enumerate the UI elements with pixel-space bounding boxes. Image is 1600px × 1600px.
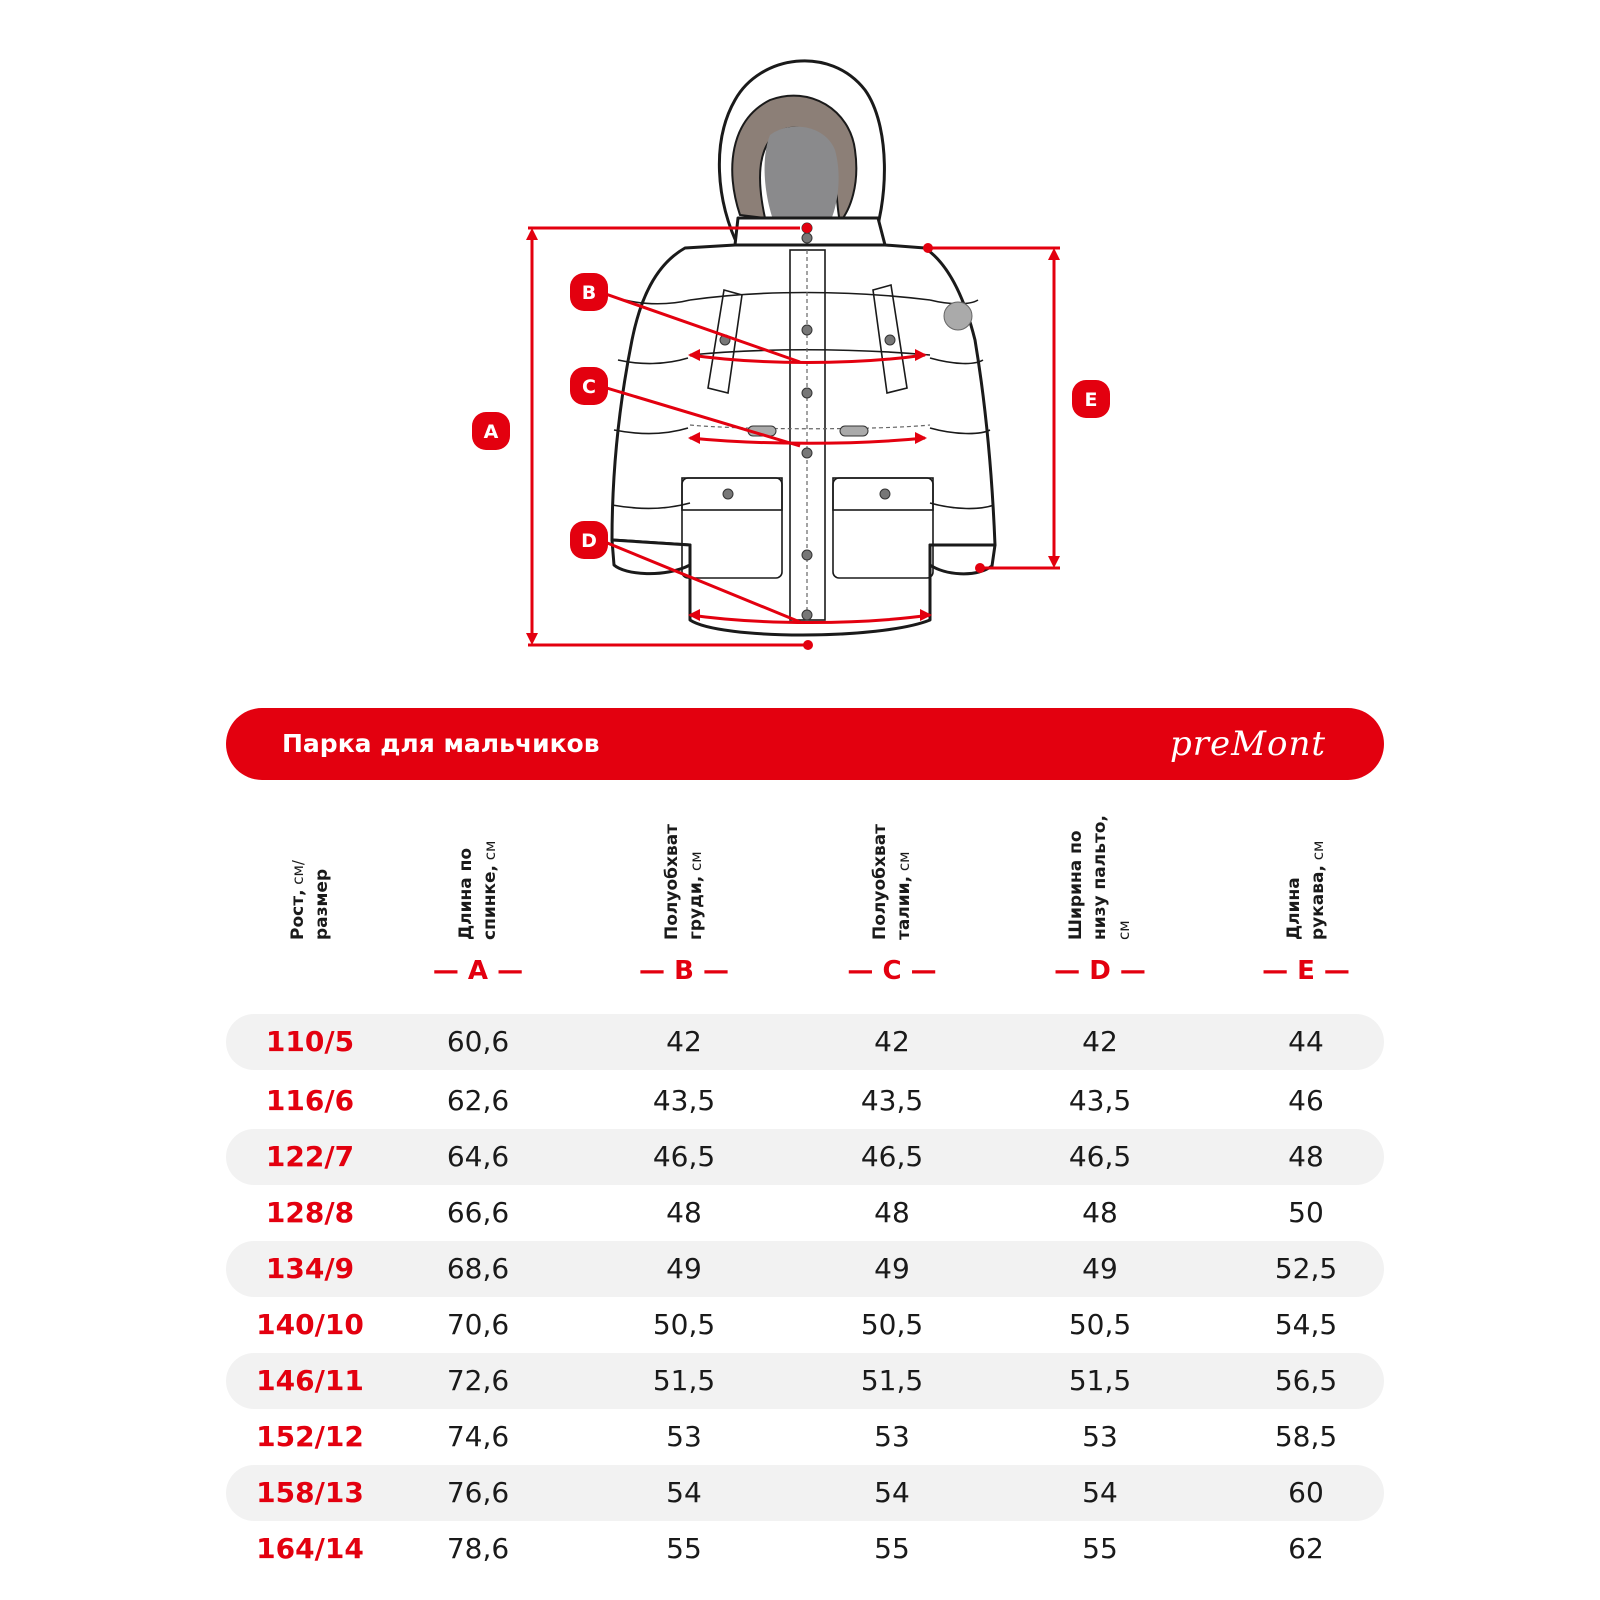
value-cell: 43,5 (860, 1084, 924, 1117)
size-cell: 152/12 (256, 1420, 364, 1453)
table-row (226, 1073, 1384, 1129)
column-header (448, 810, 508, 940)
value-cell: 46 (1288, 1084, 1324, 1117)
left-cuff (612, 540, 690, 574)
size-cell: 110/5 (265, 1025, 355, 1058)
column-letter: — D — (1054, 956, 1146, 986)
marker-d (570, 521, 608, 559)
size-cell: 128/8 (265, 1196, 355, 1229)
svg-text:E: E (1084, 389, 1098, 411)
page-title: Парка для мальчиков (282, 729, 600, 758)
value-cell: 51,5 (652, 1364, 716, 1397)
hood-inner (765, 127, 839, 225)
value-cell: 76,6 (446, 1476, 510, 1509)
value-cell: 53 (874, 1420, 910, 1453)
column-header (1276, 810, 1336, 940)
value-cell: 70,6 (446, 1308, 510, 1341)
value-cell: 78,6 (446, 1532, 510, 1565)
column-header-label: Длина рукава, см (1284, 840, 1328, 940)
value-cell: 46,5 (860, 1140, 924, 1173)
value-cell: 62 (1288, 1532, 1324, 1565)
table-row (226, 1297, 1384, 1353)
svg-text:D: D (581, 530, 597, 552)
column-letter: — B — (639, 956, 729, 986)
value-cell: 50,5 (652, 1308, 716, 1341)
value-cell: 49 (666, 1252, 702, 1285)
column-letter: — C — (847, 956, 937, 986)
value-cell: 64,6 (446, 1140, 510, 1173)
column-header-label: Длина по спинке, см (456, 840, 500, 940)
marker-c (570, 367, 608, 405)
value-cell: 54,5 (1274, 1308, 1338, 1341)
table-row (226, 1129, 1384, 1185)
column-header-label: Рост, см/ размер (288, 860, 332, 940)
value-cell: 60,6 (446, 1025, 510, 1058)
value-cell: 51,5 (1068, 1364, 1132, 1397)
column-header (862, 810, 922, 940)
size-cell: 158/13 (256, 1476, 364, 1509)
brand-logo: preMont (1170, 724, 1326, 764)
table-row (226, 1241, 1384, 1297)
table-row (226, 1465, 1384, 1521)
column-header (1066, 810, 1133, 940)
value-cell: 53 (666, 1420, 702, 1453)
marker-b (570, 273, 608, 311)
value-cell: 55 (874, 1532, 910, 1565)
value-cell: 48 (1082, 1196, 1118, 1229)
size-cell: 122/7 (265, 1140, 355, 1173)
value-cell: 56,5 (1274, 1364, 1338, 1397)
marker-a (472, 412, 510, 450)
value-cell: 58,5 (1274, 1420, 1338, 1453)
value-cell: 60 (1288, 1476, 1324, 1509)
marker-e (1072, 380, 1110, 418)
column-letter: — E — (1262, 956, 1350, 986)
value-cell: 49 (1082, 1252, 1118, 1285)
size-cell: 134/9 (265, 1252, 355, 1285)
table-row (226, 1185, 1384, 1241)
value-cell: 50,5 (1068, 1308, 1132, 1341)
value-cell: 55 (666, 1532, 702, 1565)
value-cell: 44 (1288, 1025, 1324, 1058)
svg-text:A: A (483, 421, 499, 443)
value-cell: 52,5 (1274, 1252, 1338, 1285)
column-header-label: Полуобхват талии, см (870, 823, 914, 940)
column-header-label: Полуобхват груди, см (662, 823, 706, 940)
value-cell: 48 (666, 1196, 702, 1229)
sleeve-badge-icon (944, 302, 972, 330)
value-cell: 42 (666, 1025, 702, 1058)
value-cell: 54 (666, 1476, 702, 1509)
value-cell: 49 (874, 1252, 910, 1285)
table-row (226, 1521, 1384, 1577)
value-cell: 74,6 (446, 1420, 510, 1453)
value-cell: 46,5 (1068, 1140, 1132, 1173)
table-row (226, 1014, 1384, 1070)
parka-measurement-diagram (0, 0, 1600, 680)
svg-text:B: B (581, 282, 597, 304)
value-cell: 54 (1082, 1476, 1118, 1509)
value-cell: 72,6 (446, 1364, 510, 1397)
value-cell: 66,6 (446, 1196, 510, 1229)
size-cell: 164/14 (256, 1532, 364, 1565)
size-cell: 146/11 (256, 1364, 364, 1397)
svg-text:C: C (582, 376, 596, 398)
table-row (226, 1409, 1384, 1465)
value-cell: 46,5 (652, 1140, 716, 1173)
value-cell: 50 (1288, 1196, 1324, 1229)
column-header (280, 810, 340, 940)
value-cell: 43,5 (1068, 1084, 1132, 1117)
value-cell: 42 (1082, 1025, 1118, 1058)
value-cell: 51,5 (860, 1364, 924, 1397)
size-cell: 140/10 (256, 1308, 364, 1341)
table-row (226, 1353, 1384, 1409)
title-bar (226, 708, 1384, 780)
value-cell: 48 (1288, 1140, 1324, 1173)
value-cell: 68,6 (446, 1252, 510, 1285)
value-cell: 54 (874, 1476, 910, 1509)
size-cell: 116/6 (265, 1084, 355, 1117)
cord-toggle (840, 426, 868, 436)
value-cell: 53 (1082, 1420, 1118, 1453)
column-header-label: Ширина по низу пальто, см (1066, 815, 1133, 940)
value-cell: 62,6 (446, 1084, 510, 1117)
column-header (654, 810, 714, 940)
value-cell: 55 (1082, 1532, 1118, 1565)
value-cell: 48 (874, 1196, 910, 1229)
value-cell: 43,5 (652, 1084, 716, 1117)
column-letter: — A — (432, 956, 524, 986)
value-cell: 42 (874, 1025, 910, 1058)
value-cell: 50,5 (860, 1308, 924, 1341)
